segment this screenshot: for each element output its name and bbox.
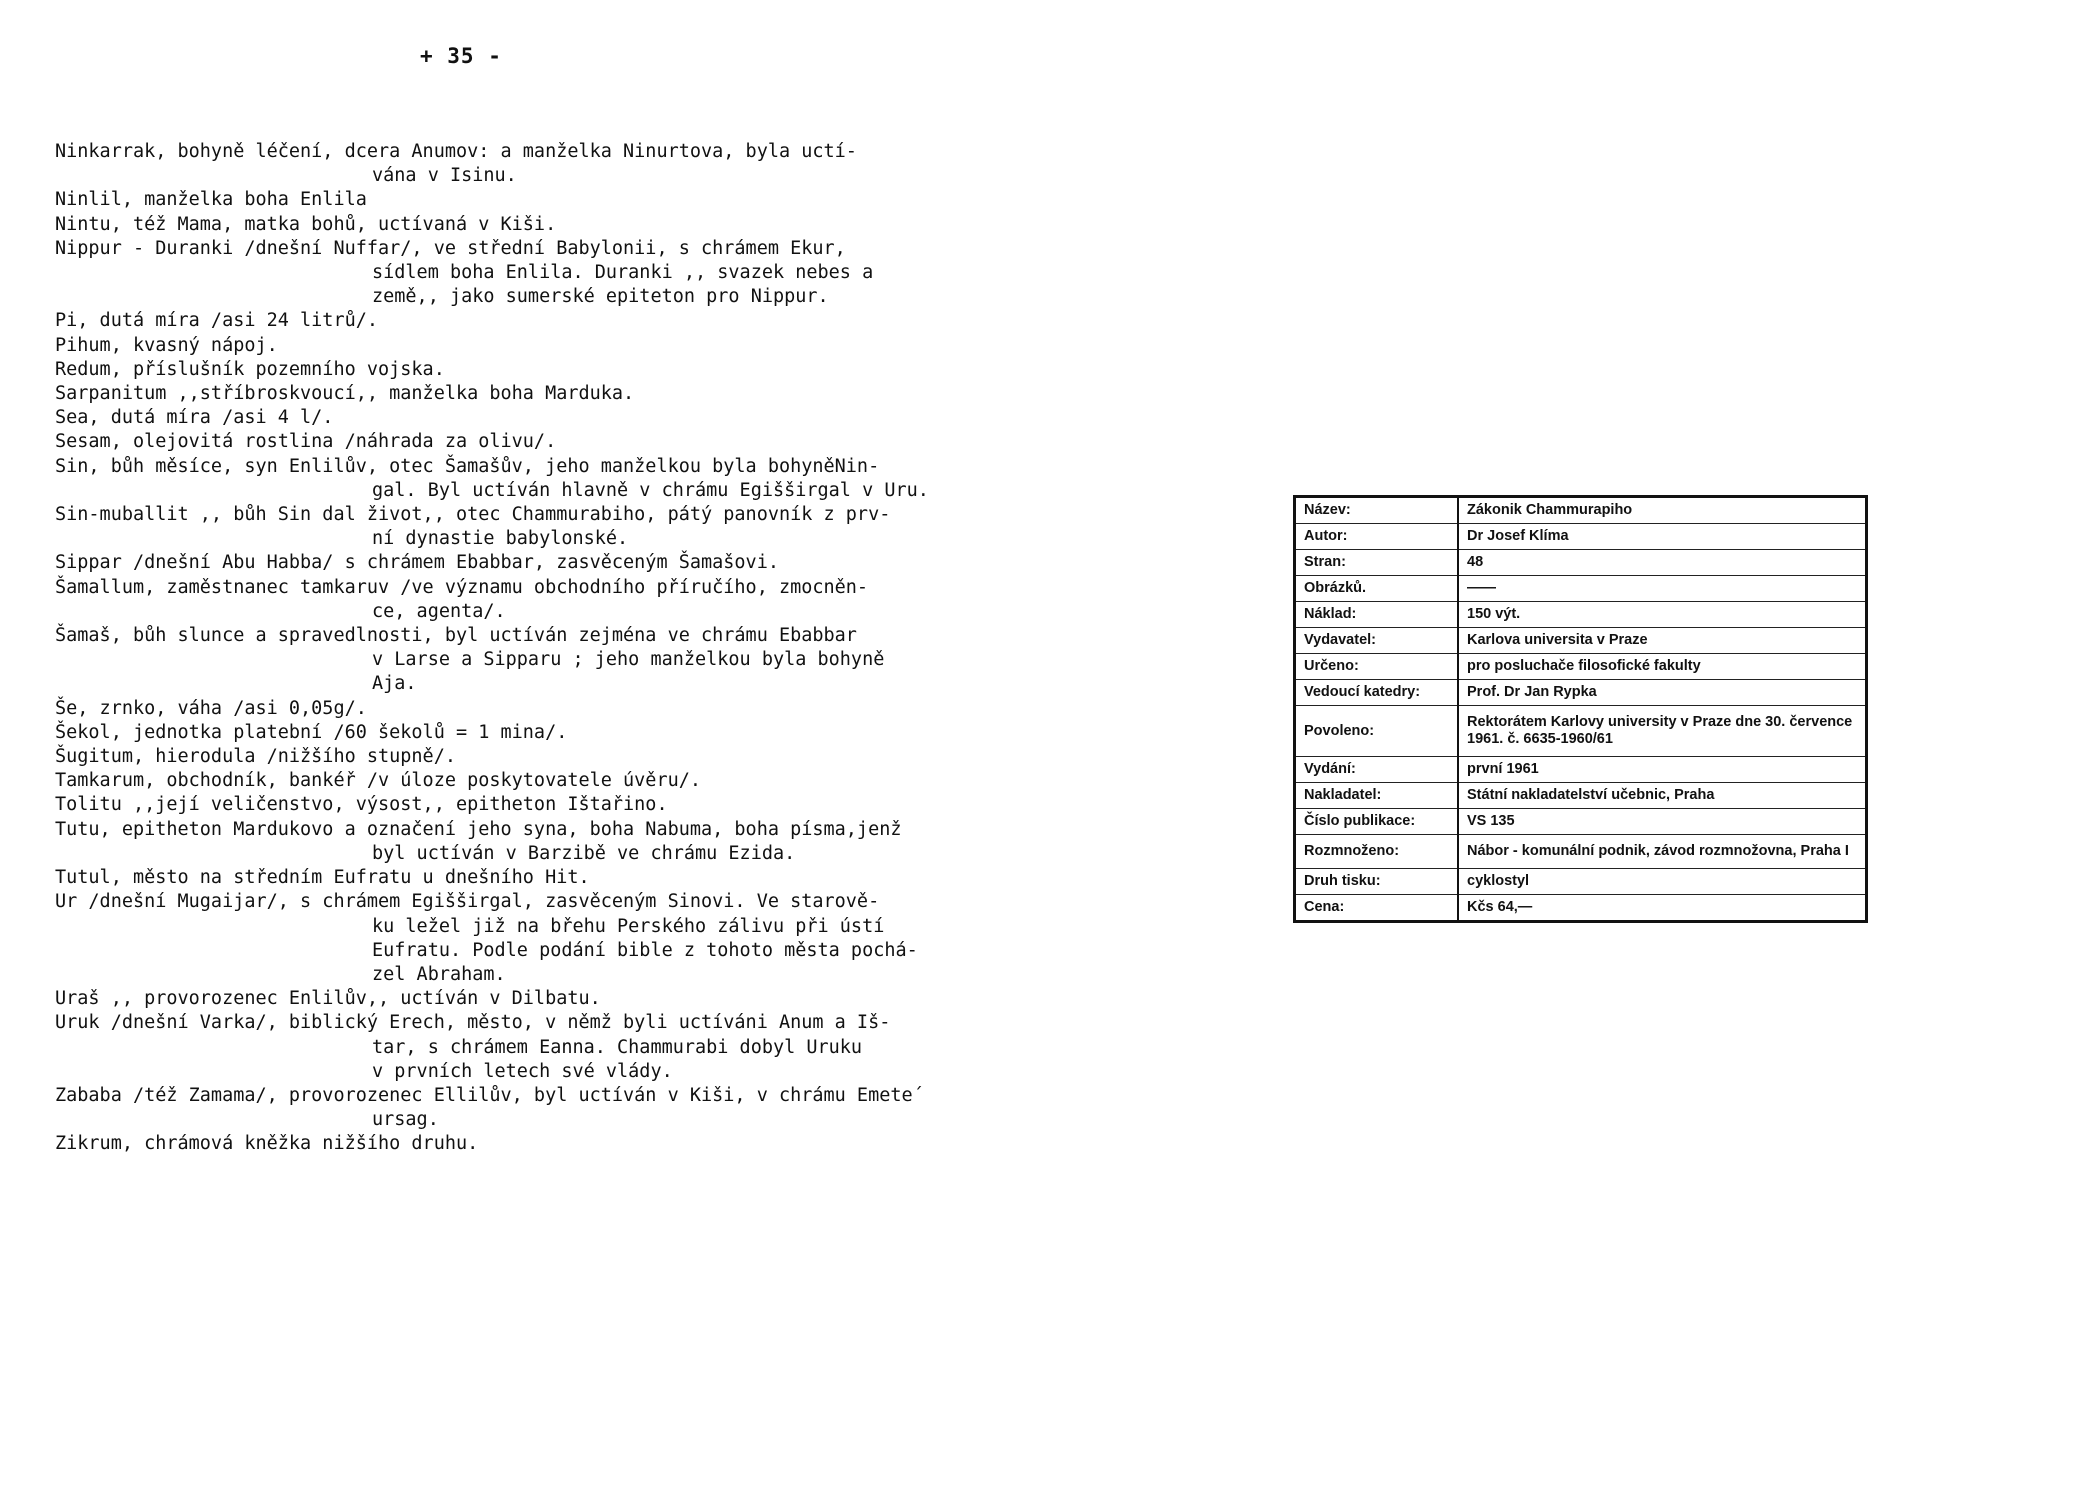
glossary-entry bbox=[55, 624, 1015, 697]
glossary-entry-continuation: byl uctíván v Barzibě ve chrámu Ezida. bbox=[372, 842, 796, 864]
colophon-value: Prof. Dr Jan Rypka bbox=[1458, 680, 1867, 706]
glossary-entry-line: Uruk /dnešní Varka/, biblický Erech, město, v němž byli uctíváni Anum a Iš- bbox=[55, 1012, 891, 1034]
glossary-entry-line: Pihum, kvasný nápoj. bbox=[55, 334, 278, 356]
glossary-entry-continuation: ní dynastie babylonské. bbox=[372, 528, 629, 550]
glossary-entry-line: Tutu, epitheton Mardukovo a označení jeho syna, boha Nabuma, boha písma,jenž bbox=[55, 818, 902, 840]
glossary-entry-line: Zikrum, chrámová kněžka nižšího druhu. bbox=[55, 1133, 479, 1155]
glossary-entry-line: Uraš ,, provorozenec Enlilův,, uctíván v Dilbatu. bbox=[55, 988, 601, 1010]
glossary bbox=[55, 140, 1015, 1157]
glossary-entry bbox=[55, 358, 1015, 382]
glossary-entry-line: Šekol, jednotka platební /60 šekolů = 1 mina/. bbox=[55, 721, 568, 743]
glossary-entry-line: Šamaš, bůh slunce a spravedlnosti, byl uctíván zejména ve chrámu Ebabbar bbox=[55, 625, 857, 647]
glossary-entry bbox=[55, 503, 1015, 551]
glossary-entry-continuation: Aja. bbox=[372, 673, 417, 695]
glossary-entry-line: Tolitu ,,její veličenstvo, výsost,, epitheton Ištařino. bbox=[55, 794, 668, 816]
colophon-value: první 1961 bbox=[1458, 757, 1867, 783]
colophon-value: Karlova universita v Praze bbox=[1458, 628, 1867, 654]
glossary-entry-continuation: gal. Byl uctíván hlavně v chrámu Egišširgal v Uru. bbox=[372, 479, 929, 501]
colophon-value: Zákonik Chammurapiho bbox=[1458, 497, 1867, 524]
glossary-entry-continuation: v prvních letech své vlády. bbox=[372, 1060, 673, 1082]
colophon-row bbox=[1295, 869, 1867, 895]
glossary-entry-continuation: ku ležel již na břehu Perského zálivu při ústí bbox=[372, 915, 885, 937]
colophon-label: Vedoucí katedry: bbox=[1295, 680, 1459, 706]
glossary-entry-line: Tamkarum, obchodník, bankéř /v úloze poskytovatele úvěru/. bbox=[55, 770, 702, 792]
glossary-entry bbox=[55, 818, 1015, 866]
glossary-entry-line: Nintu, též Mama, matka bohů, uctívaná v Kiši. bbox=[55, 213, 557, 235]
glossary-entry bbox=[55, 793, 1015, 817]
glossary-entry-line: Redum, příslušník pozemního vojska. bbox=[55, 358, 445, 380]
colophon-label: Určeno: bbox=[1295, 654, 1459, 680]
glossary-entry bbox=[55, 890, 1015, 987]
glossary-entry bbox=[55, 721, 1015, 745]
glossary-entry-continuation: ce, agenta/. bbox=[372, 600, 506, 622]
colophon-label: Obrázků. bbox=[1295, 576, 1459, 602]
glossary-entry bbox=[55, 769, 1015, 793]
glossary-entry bbox=[55, 1084, 1015, 1132]
glossary-entry-line: Sin, bůh měsíce, syn Enlilův, otec Šamašův, jeho manželkou byla bohyněNin- bbox=[55, 455, 880, 477]
colophon-value: Kčs 64,— bbox=[1458, 895, 1867, 922]
colophon-label: Číslo publikace: bbox=[1295, 809, 1459, 835]
glossary-entry-line: Sin-muballit ,, bůh Sin dal život,, otec Chammurabiho, pátý panovník z prv- bbox=[55, 504, 891, 526]
colophon-value: Nábor - komunální podnik, závod rozmnožovna, Praha I bbox=[1458, 835, 1867, 869]
glossary-entry bbox=[55, 140, 1015, 188]
glossary-entry bbox=[55, 1132, 1015, 1156]
colophon-label: Cena: bbox=[1295, 895, 1459, 922]
glossary-entry bbox=[55, 987, 1015, 1011]
colophon-value: VS 135 bbox=[1458, 809, 1867, 835]
glossary-entry-line: Sippar /dnešní Abu Habba/ s chrámem Ebabbar, zasvěceným Šamašovi. bbox=[55, 552, 779, 574]
glossary-entry-continuation: sídlem boha Enlila. Duranki ,, svazek nebes a bbox=[372, 262, 874, 284]
colophon-value: cyklostyl bbox=[1458, 869, 1867, 895]
colophon-value: 150 výt. bbox=[1458, 602, 1867, 628]
colophon-value: Rektorátem Karlovy university v Praze dne 30. července 1961. č. 6635-1960/61 bbox=[1458, 706, 1867, 757]
glossary-entry-line: Nippur - Duranki /dnešní Nuffar/, ve střední Babylonii, s chrámem Ekur, bbox=[55, 237, 846, 259]
colophon-row bbox=[1295, 654, 1867, 680]
glossary-entry-line: Pi, dutá míra /asi 24 litrů/. bbox=[55, 310, 379, 332]
glossary-entry-line: Tutul, město na středním Eufratu u dnešního Hit. bbox=[55, 867, 590, 889]
glossary-entry bbox=[55, 188, 1015, 212]
colophon-label: Náklad: bbox=[1295, 602, 1459, 628]
glossary-entry-continuation: v Larse a Sipparu ; jeho manželkou byla bohyně bbox=[372, 649, 885, 671]
colophon-row bbox=[1295, 524, 1867, 550]
glossary-entry bbox=[55, 430, 1015, 454]
colophon-row bbox=[1295, 576, 1867, 602]
colophon-label: Nakladatel: bbox=[1295, 783, 1459, 809]
colophon-label: Druh tisku: bbox=[1295, 869, 1459, 895]
colophon-label: Název: bbox=[1295, 497, 1459, 524]
colophon-label: Autor: bbox=[1295, 524, 1459, 550]
glossary-entry-line: Šamallum, zaměstnanec tamkaruv /ve významu obchodního příručího, zmocněn- bbox=[55, 576, 869, 598]
glossary-entry-continuation: ursag. bbox=[372, 1109, 439, 1131]
glossary-entry bbox=[55, 382, 1015, 406]
colophon-row bbox=[1295, 809, 1867, 835]
colophon-label: Stran: bbox=[1295, 550, 1459, 576]
colophon-label: Rozmnoženo: bbox=[1295, 835, 1459, 869]
glossary-entry bbox=[55, 551, 1015, 575]
glossary-entry bbox=[55, 334, 1015, 358]
colophon-row bbox=[1295, 550, 1867, 576]
colophon-row bbox=[1295, 602, 1867, 628]
glossary-entry-line: Sea, dutá míra /asi 4 l/. bbox=[55, 407, 334, 429]
colophon-row bbox=[1295, 706, 1867, 757]
colophon-value: Dr Josef Klíma bbox=[1458, 524, 1867, 550]
glossary-entry bbox=[55, 237, 1015, 310]
colophon-row bbox=[1295, 757, 1867, 783]
colophon-value: Státní nakladatelství učebnic, Praha bbox=[1458, 783, 1867, 809]
glossary-entry-continuation: Eufratu. Podle podání bible z tohoto města pochá- bbox=[372, 939, 918, 961]
colophon-row bbox=[1295, 680, 1867, 706]
glossary-entry-continuation: vána v Isinu. bbox=[372, 165, 517, 187]
glossary-entry bbox=[55, 406, 1015, 430]
colophon-label: Povoleno: bbox=[1295, 706, 1459, 757]
glossary-entry bbox=[55, 866, 1015, 890]
glossary-entry bbox=[55, 697, 1015, 721]
colophon-table bbox=[1293, 495, 1868, 923]
colophon-row bbox=[1295, 497, 1867, 524]
glossary-entry-line: Ninkarrak, bohyně léčení, dcera Anumov: a manželka Ninurtova, byla uctí- bbox=[55, 141, 857, 162]
colophon-row bbox=[1295, 628, 1867, 654]
colophon-row bbox=[1295, 783, 1867, 809]
colophon-value: pro posluchače filosofické fakulty bbox=[1458, 654, 1867, 680]
colophon-label: Vydání: bbox=[1295, 757, 1459, 783]
glossary-entry-line: Ur /dnešní Mugaijar/, s chrámem Egišširgal, zasvěceným Sinovi. Ve starově- bbox=[55, 891, 880, 913]
colophon-value: 48 bbox=[1458, 550, 1867, 576]
glossary-entry bbox=[55, 576, 1015, 624]
colophon-row bbox=[1295, 835, 1867, 869]
colophon-row bbox=[1295, 895, 1867, 922]
glossary-entry-line: Ninlil, manželka boha Enlila bbox=[55, 189, 367, 211]
glossary-entry bbox=[55, 213, 1015, 237]
glossary-entry-continuation: zel Abraham. bbox=[372, 963, 506, 985]
page-number: + 35 - bbox=[420, 44, 502, 68]
glossary-entry-line: Sarpanitum ,,stříbroskvoucí,, manželka boha Marduka. bbox=[55, 383, 635, 405]
colophon-label: Vydavatel: bbox=[1295, 628, 1459, 654]
glossary-entry bbox=[55, 309, 1015, 333]
glossary-entry-line: Šugitum, hierodula /nižšího stupně/. bbox=[55, 746, 456, 768]
glossary-entry bbox=[55, 455, 1015, 503]
glossary-entry bbox=[55, 745, 1015, 769]
glossary-entry-line: Zababa /též Zamama/, provorozenec Ellilův, byl uctíván v Kiši, v chrámu Emete´ bbox=[55, 1084, 924, 1106]
glossary-entry-line: Še, zrnko, váha /asi 0,05g/. bbox=[55, 697, 367, 719]
colophon-value: —— bbox=[1458, 576, 1867, 602]
glossary-entry-continuation: země,, jako sumerské epiteton pro Nippur. bbox=[372, 286, 829, 308]
glossary-entry-line: Sesam, olejovitá rostlina /náhrada za olivu/. bbox=[55, 431, 557, 453]
glossary-entry bbox=[55, 1011, 1015, 1084]
glossary-entry-continuation: tar, s chrámem Eanna. Chammurabi dobyl Uruku bbox=[372, 1036, 863, 1058]
